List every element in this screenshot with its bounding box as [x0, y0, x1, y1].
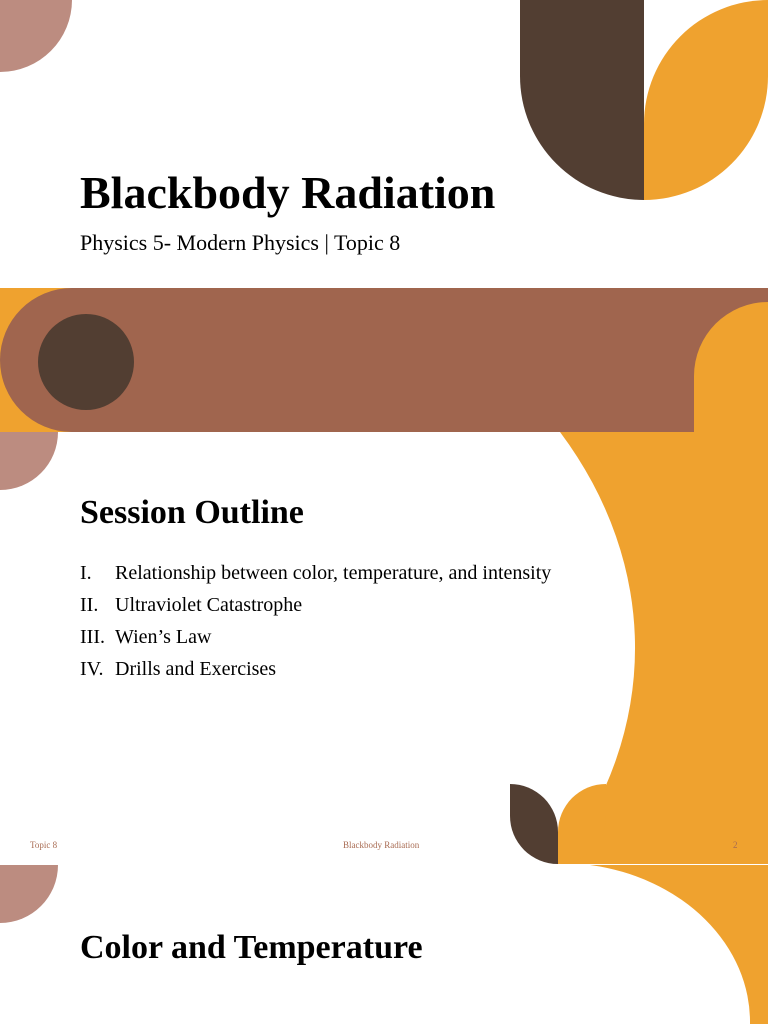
small-dark-leaf-shape — [510, 784, 558, 864]
outline-item-text: Drills and Exercises — [115, 658, 277, 680]
color-temperature-title: Color and Temperature — [80, 929, 423, 966]
corner-quarter-circle-shape — [0, 865, 58, 923]
outline-item-number: II. — [80, 594, 99, 616]
outline-item-text: Wien’s Law — [115, 626, 212, 648]
footer-topic: Topic 8 — [30, 840, 58, 850]
outline-item-number: IV. — [80, 658, 104, 680]
outline-item-text: Relationship between color, temperature, and intensity — [115, 562, 552, 584]
title-slide — [0, 0, 768, 288]
orange-leaf-shape — [644, 0, 768, 200]
dark-circle-shape — [38, 314, 134, 410]
corner-quarter-circle-shape — [0, 432, 58, 490]
footer-page-number: 2 — [733, 840, 738, 850]
corner-quarter-circle-shape — [0, 0, 72, 72]
outline-title: Session Outline — [80, 494, 304, 531]
orange-sweep-shape — [590, 865, 768, 1024]
band-decoration — [0, 288, 768, 432]
slide-title: Blackbody Radiation — [80, 167, 496, 218]
slide-subtitle: Physics 5- Modern Physics | Topic 8 — [80, 230, 401, 255]
decorative-band — [0, 288, 768, 432]
dark-leaf-shape — [520, 0, 644, 200]
footer-title: Blackbody Radiation — [343, 840, 420, 850]
outline-item-text: Ultraviolet Catastrophe — [115, 594, 303, 616]
outline-item-number: I. — [80, 562, 92, 584]
outline-item-number: III. — [80, 626, 105, 648]
